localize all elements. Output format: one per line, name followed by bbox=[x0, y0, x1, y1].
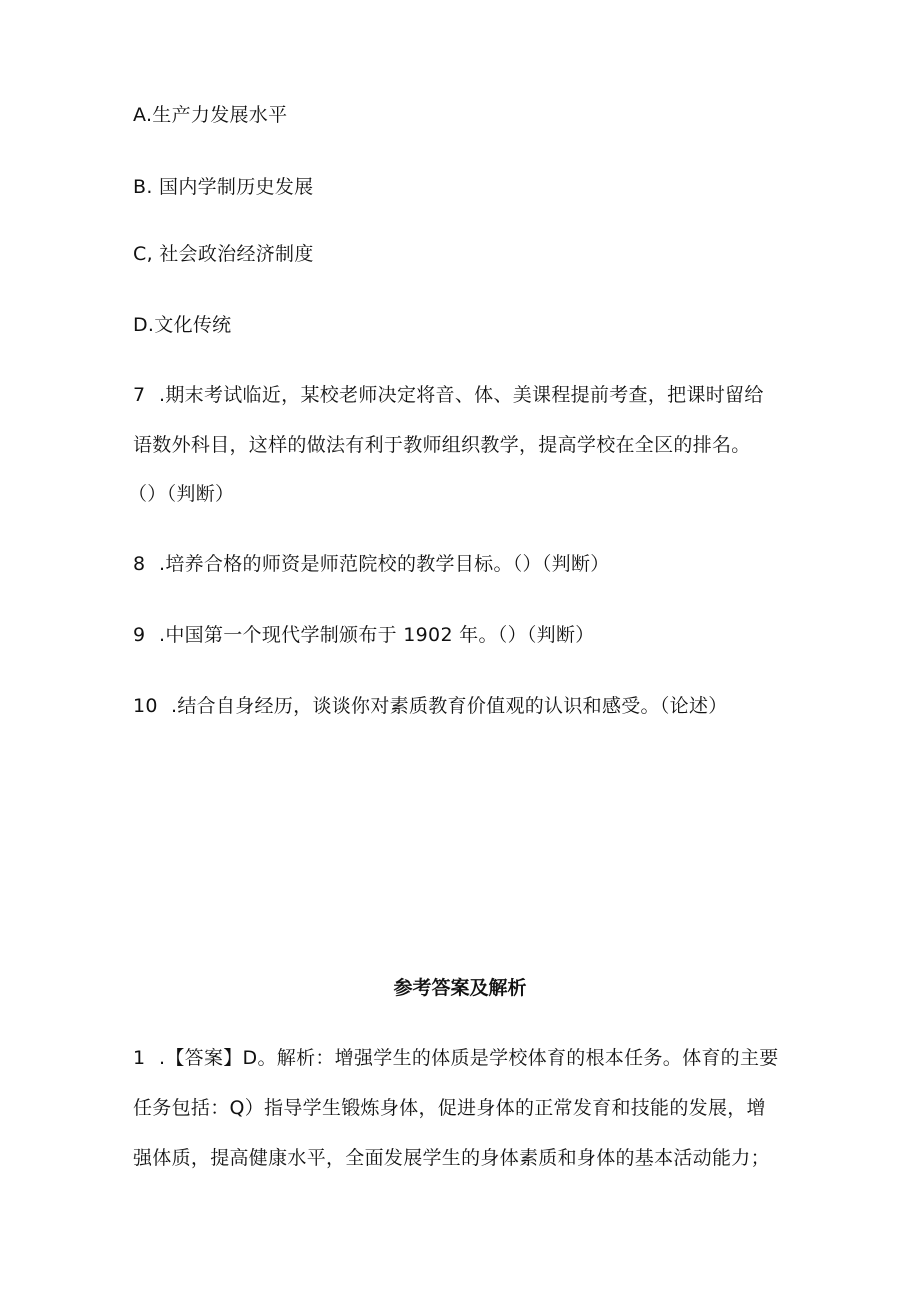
question-8-number: 8 bbox=[133, 553, 146, 575]
answer-1-text: .【答案】D。解析：增强学生的体质是学校体育的根本任务。体育的主要 bbox=[159, 1047, 779, 1069]
answer-1-line-3: 强体质，提高健康水平，全面发展学生的身体素质和身体的基本活动能力； bbox=[133, 1147, 770, 1169]
option-a: A.生产力发展水平 bbox=[133, 104, 288, 126]
question-9-text: .中国第一个现代学制颁布于 1902 年。（）（判断） bbox=[159, 624, 595, 646]
question-7-line-2: 语数外科目，这样的做法有利于教师组织教学，提高学校在全区的排名。 bbox=[133, 434, 751, 456]
question-9-number: 9 bbox=[133, 624, 146, 646]
question-9 bbox=[133, 623, 595, 647]
question-10-number: 10 bbox=[133, 695, 158, 717]
option-b: B. 国内学制历史发展 bbox=[133, 176, 314, 198]
question-8-text: .培养合格的师资是师范院校的教学目标。（）（判断） bbox=[159, 553, 610, 575]
answer-1-line-2: 任务包括：Q）指导学生锻炼身体，促进身体的正常发育和技能的发展，增 bbox=[133, 1097, 766, 1119]
question-10 bbox=[133, 694, 728, 718]
option-d: D.文化传统 bbox=[133, 314, 232, 336]
answer-1-line-1 bbox=[133, 1046, 779, 1070]
option-c: C, 社会政治经济制度 bbox=[133, 243, 314, 265]
question-7-number: 7 bbox=[133, 384, 146, 406]
answers-title: 参考答案及解析 bbox=[393, 977, 527, 999]
question-7-text: .期末考试临近，某校老师决定将音、体、美课程提前考查，把课时留给 bbox=[159, 384, 764, 406]
question-7-line-1 bbox=[133, 383, 764, 407]
question-7-line-3: （）（判断） bbox=[128, 483, 235, 505]
question-8 bbox=[133, 552, 610, 576]
answer-1-number: 1 bbox=[133, 1047, 146, 1069]
question-10-text: .结合自身经历，谈谈你对素质教育价值观的认识和感受。（论述） bbox=[171, 695, 728, 717]
